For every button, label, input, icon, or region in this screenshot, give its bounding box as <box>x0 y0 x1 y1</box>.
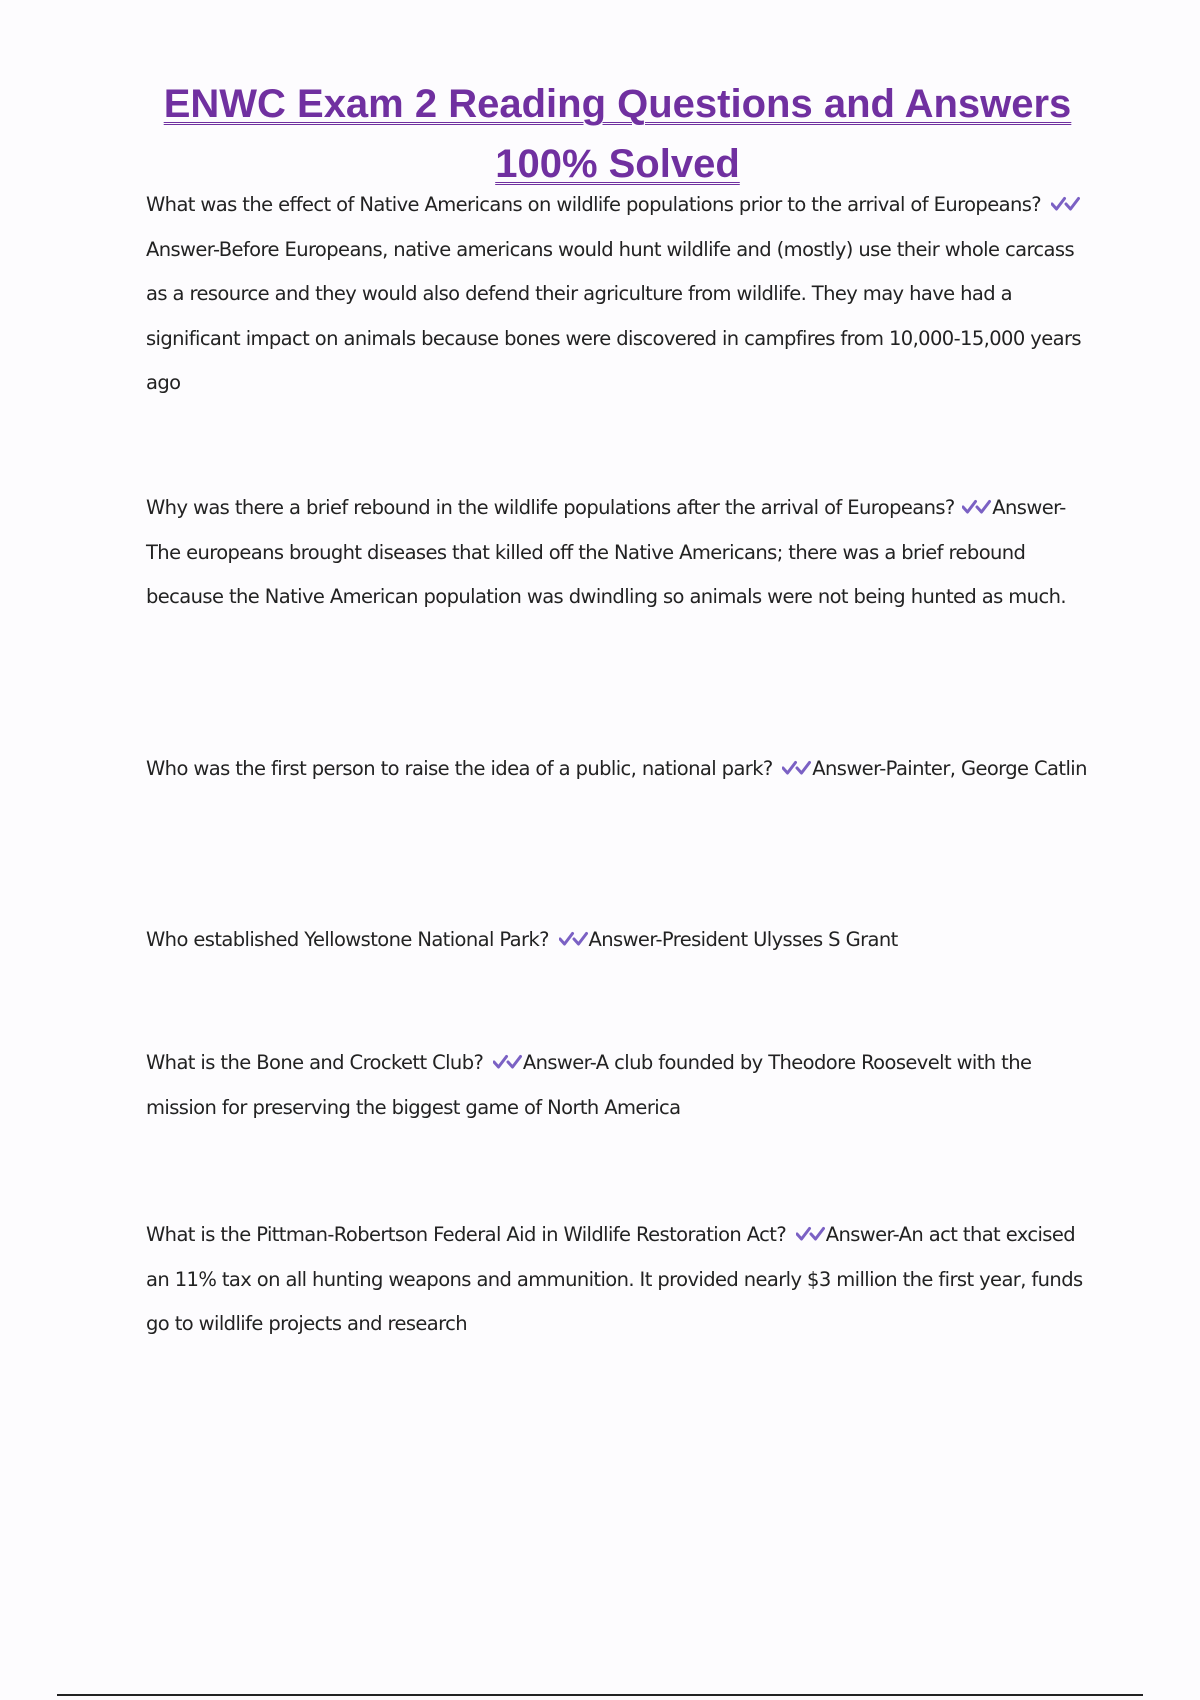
question-text: What was the effect of Native Americans on wildlife populations prior to the arrival of Europeans? <box>146 193 1042 216</box>
double-check-icon <box>796 1225 825 1243</box>
qa-item-3 <box>146 747 1096 792</box>
question-text: Who established Yellowstone National Park? <box>146 928 549 951</box>
qa-item-6 <box>146 1213 1096 1347</box>
double-check-icon <box>493 1053 522 1071</box>
qa-item-4 <box>146 918 1096 963</box>
answer-text: Answer-The europeans brought diseases that killed off the Native Americans; there was a brief rebound because the Native American population was dwindling so animals were not being hunted as much. <box>146 496 1066 608</box>
answer-text: Answer-A club founded by Theodore Roosevelt with the mission for preserving the biggest game of North America <box>146 1051 1032 1119</box>
document-title <box>140 74 1095 194</box>
double-check-icon <box>962 498 991 516</box>
bottom-divider <box>57 1694 1143 1696</box>
qa-item-1 <box>146 183 1096 406</box>
double-check-icon <box>559 930 588 948</box>
question-text: What is the Pittman-Robertson Federal Aid in Wildlife Restoration Act? <box>146 1223 787 1246</box>
answer-text: Answer-Before Europeans, native americans would hunt wildlife and (mostly) use their whole carcass as a resource and they would also defend their agriculture from wildlife. They may have had a significant impact on animals because bones were discovered in campfires from 10,000-15,000 years ago <box>146 237 1081 394</box>
answer-text: Answer-President Ulysses S Grant <box>588 928 898 951</box>
answer-text: Answer-Painter, George Catlin <box>812 757 1087 780</box>
title-line-1: ENWC Exam 2 Reading Questions and Answers <box>163 82 1072 126</box>
qa-item-5 <box>146 1041 1096 1130</box>
title-line-2: 100% Solved <box>495 142 740 186</box>
double-check-icon <box>1051 195 1080 213</box>
question-text: What is the Bone and Crockett Club? <box>146 1051 484 1074</box>
question-text: Why was there a brief rebound in the wildlife populations after the arrival of Europeans? <box>146 496 955 519</box>
double-check-icon <box>782 759 811 777</box>
answer-text: Answer-An act that excised an 11% tax on all hunting weapons and ammunition. It provided nearly $3 million the first year, funds go to wildlife projects and research <box>146 1223 1083 1335</box>
qa-item-2 <box>146 486 1096 620</box>
question-text: Who was the first person to raise the idea of a public, national park? <box>146 757 773 780</box>
